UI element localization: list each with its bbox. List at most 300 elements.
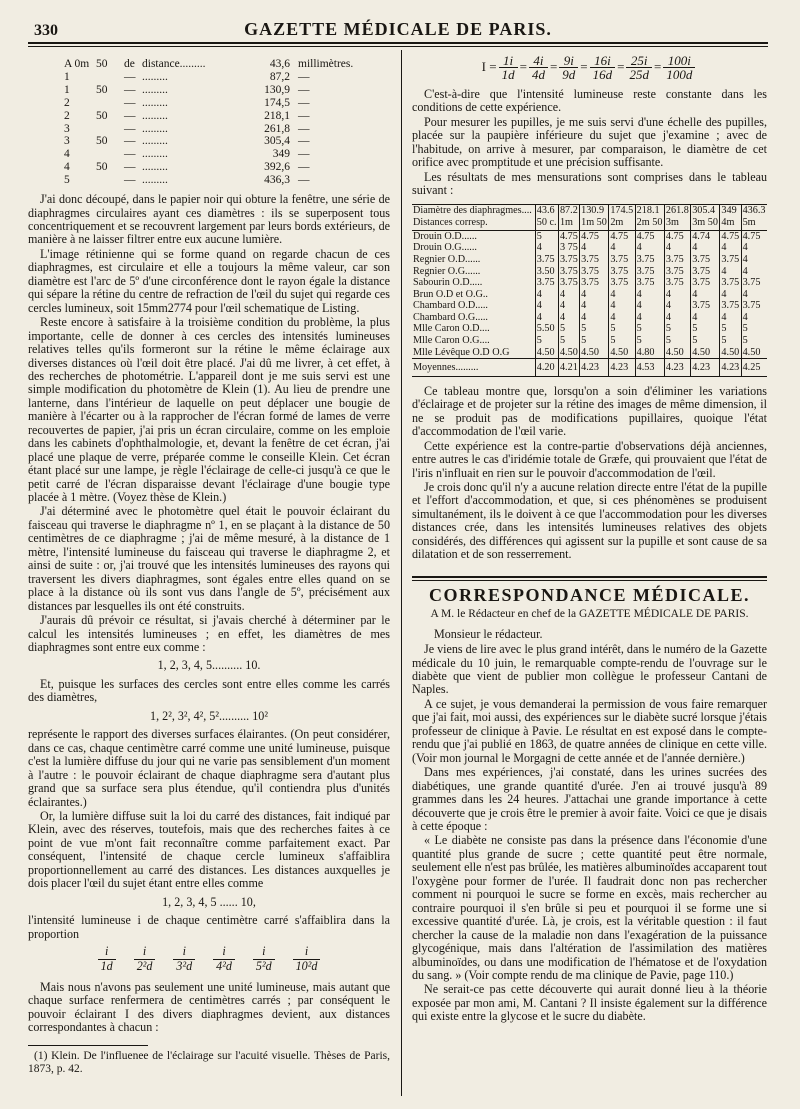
table-cell: 5 [720,335,741,347]
paragraph: Mais nous n'avons pas seulement une unité lumineuse, mais autant que chaque surface renfermera de centimètres carrés ; par conséquent le pouvoir éclairant I des divers diaphragmes devient, aux distances correspondantes à chacun : [28,979,390,1035]
distance-row [64,161,390,174]
table-cell: 3.75 [535,254,558,266]
distance-unit: — [298,109,310,122]
table-cell: 174.5 [610,204,634,216]
table-cell: 2m [609,216,635,230]
table-cell: 4.23 [691,359,720,377]
fraction-denominator: 25d [626,67,652,81]
table-cell: 4.75 [635,230,664,242]
paragraph: C'est-à-dire que l'intensité lumineuse reste constante dans les conditions de cette expérience. [412,86,767,115]
right-column [412,54,767,1025]
paragraph: Et, puisque les surfaces des cercles sont entre elles comme les carrés des diamètres, [28,676,390,705]
table-row [412,312,767,324]
table-cell: 4.75 [741,230,767,242]
table-cell: 4 [635,289,664,301]
table-cell: 4 [720,289,741,301]
table-cell: Diamètre des diaphragmes.... [413,204,532,216]
table-row [412,300,767,312]
table-cell: Chambard O.D..... [413,300,488,312]
table-cell: 3.75 [721,300,740,312]
fraction-denominator: 5²d [253,959,275,973]
footnote: (1) Klein. De l'influenee de l'éclairage sur l'acuité visuelle. Thèses de Paris, 1873, p. 42. [28,1049,390,1076]
table-cell: 4 [720,242,741,254]
table-cell: 3.75 [691,254,720,266]
series-squares: 1, 2², 3², 4², 5².......... 10² [150,708,268,723]
distance-row [64,148,390,161]
distance-mm: 43,6 [269,58,290,70]
table-cell: 1m [558,216,579,230]
series-distances: 1, 2, 3, 4, 5 ...... 10, [162,894,256,909]
distance-dash: — [124,109,136,122]
distance-mm: 349 [272,148,290,161]
distance-row [64,123,390,136]
series-diameters: 1, 2, 3, 4, 5.......... 10. [157,658,261,673]
left-column [28,54,390,1078]
table-cell: 4.80 [635,347,664,359]
table-cell: Mlle Lévêque O.D O.G [413,346,510,358]
table-cell: 3.75 [559,265,578,277]
fraction-numerator: 1i [503,53,514,68]
table-cell: 4 [664,289,690,301]
table-cell: 4 [535,289,558,301]
distance-mm: 392,6 [264,161,290,174]
paragraph: Pour mesurer les pupilles, je me suis servi d'une échelle des pupilles, placée sur la paupière inférieure du sujet que j'examine ; avec de l'habitude, on arrive à mesurer, par comparaison, le diamètre de cet orifice avec promptitude et une précision suffisante. [412,114,767,170]
distance-dash: — [124,135,136,148]
table-cell: 5 [558,323,579,335]
distance-cm: 50 [96,109,108,122]
equals-sign: = [617,58,625,74]
distance-m: 1 [64,83,70,96]
distance-cm [96,123,124,136]
table-cell: 4 [741,254,767,266]
distance-unit: — [298,135,310,148]
table-cell: 4.21 [558,359,579,377]
distance-label: ......... [142,161,168,174]
table-cell: 4.23 [609,359,635,377]
table-row [412,277,767,289]
table-cell: 3.75 [635,277,664,289]
distance-cm [96,97,124,110]
table-cell: 4 [635,312,664,324]
table-cell: 4 [720,266,741,278]
equals-sign: = [653,58,662,74]
fraction-numerator: 100i [667,53,691,68]
equals-sign: = [549,58,558,74]
table-cell: 5 [535,230,558,242]
section-rule [412,576,767,581]
distance-m: 5 [64,174,70,187]
table-row [412,242,767,254]
table-cell: 4 [558,312,579,324]
table-cell: 5.50 [535,323,558,335]
table-cell: 5 [580,335,609,347]
distance-unit: — [298,161,310,174]
distance-unit: — [298,148,310,161]
table-cell: 4 [635,300,664,312]
table-cell: 3.75 [609,277,635,289]
table-row [412,335,767,347]
distance-mm: 87,2 [269,70,290,83]
table-row [412,266,767,278]
fraction [134,945,156,973]
distance-cm: 50 [96,58,108,70]
table-cell: 3 75 [559,242,578,254]
distance-cm [96,71,124,84]
table-cell: 3.75 [635,254,664,266]
distance-m: A 0m [64,58,90,70]
table-cell: 4 [580,300,609,312]
table-cell: 4 [580,289,609,301]
distance-m: 2 [64,109,70,122]
distance-label: ......... [142,96,168,109]
table-cell: 5 [635,323,664,335]
distance-dash: de [124,58,135,70]
table-cell: 3.75 [580,254,609,266]
fraction [529,54,548,82]
distance-dash: — [124,70,136,83]
table-cell: Regnier O.D...... [413,253,481,265]
paragraph: l'intensité lumineuse i de chaque centimètre carré s'affaiblira dans la proportion [28,913,390,941]
table-row [412,254,767,266]
distance-row [64,174,390,187]
table-cell: Mlle Caron O.D.... [413,323,490,335]
fraction-numerator: i [104,944,109,959]
distance-cm: 50 [96,135,108,148]
table-cell: 3.75 [691,277,720,289]
table-cell: 3.75 [741,277,767,289]
table-cell: 4.50 [559,346,578,358]
table-cell: 3.75 [559,253,578,265]
table-header-distances [412,216,767,230]
table-header-diameters [412,204,767,216]
distance-label: ......... [142,174,168,187]
pupil-measurements-table [412,204,767,377]
fraction-numerator: 16i [594,53,611,68]
fraction-row [28,945,390,973]
table-cell: 3.75 [721,277,740,289]
table-cell: 4 [558,300,579,312]
distance-mm: 218,1 [264,109,290,122]
table-cell: 4 [741,289,767,301]
paragraph: Ce tableau montre que, lorsqu'on a soin d'éliminer les variations d'éclairage et de projeter sur la rétine des images de même dimension, il ne se produit pas de modifications pupillaires, quoique l'état d'accommodation de l'œil varie. [412,383,767,439]
distance-mm: 130,9 [264,83,290,96]
table-cell: 4 [691,242,720,254]
table-cell: 3.75 [664,266,690,278]
table-cell: 4 [635,242,664,254]
table-cell: 43.6 [535,204,558,216]
fraction-denominator: 100d [663,67,695,81]
table-cell: 5 [609,323,635,335]
distance-cm [96,148,124,161]
table-cell: 4.50 [691,347,720,359]
table-row-means [412,359,767,377]
table-cell: 4 [720,312,741,324]
table-cell: 4 [609,312,635,324]
letter-address: A M. le Rédacteur en chef de la GAZETTE MÉDICALE DE PARIS. [430,608,749,621]
distance-mm: 305,4 [264,135,290,148]
page-number: 330 [34,22,58,39]
distance-unit: millimètres. [298,58,354,70]
table-cell: 4m [720,216,741,230]
distance-unit: — [298,96,310,109]
table-cell: 436.3 [742,204,766,216]
table-cell: Sabourin O.D..... [413,277,483,289]
fraction [213,945,235,973]
table-cell: 261.8 [665,204,689,216]
table-cell: 4.20 [535,359,558,377]
distance-mm: 261,8 [264,122,290,135]
table-cell: 4 [741,242,767,254]
table-cell: 5 [580,323,609,335]
table-cell: 3.75 [609,266,635,278]
fraction-denominator: 4d [529,67,548,81]
table-cell: 218.1 [635,204,664,216]
distance-dash: — [124,96,136,109]
fraction-denominator: 10²d [293,959,321,973]
table-cell: 3.75 [535,277,558,289]
table-cell: 3.75 [580,266,609,278]
table-cell: 4 [691,289,720,301]
table-cell: Drouin O.D...... [413,230,477,242]
table-cell: 4 [741,266,767,278]
table-cell: 3.75 [664,277,690,289]
fraction [626,54,652,82]
table-cell: 4.75 [580,230,609,242]
distance-row [64,84,390,97]
intensity-equation [412,54,767,82]
table-cell: 5 [741,323,767,335]
distance-list [64,58,390,187]
table-cell: Regnier O.G...... [413,265,481,277]
fraction-numerator: 4i [533,53,544,68]
distance-m: 1 [64,70,70,83]
fraction [499,54,518,82]
fraction-numerator: 25i [630,53,648,68]
distance-m: 3 [64,135,70,148]
table-cell: Drouin O.G...... [413,242,477,254]
fraction-numerator: i [262,944,266,959]
distance-dash: — [124,83,136,96]
table-cell: 3m [664,216,690,230]
header-rule-thin [28,46,768,47]
fraction-denominator: 2²d [134,959,156,973]
table-cell: 4 [535,312,558,324]
table-cell: 3.75 [635,266,664,278]
fraction [253,945,275,973]
paragraph: Dans mes expériences, j'ai constaté, dans les urines sucrées des diabétiques, une grande quantité d'urée. J'en ai trouvé jusqu'à 89 grammes dans les 24 heures. J'attachai une grande importance à cette découverte que je crois être le premier à avoir faite. Voici ce que je disais à cette époque : [412,765,767,833]
table-cell: 3.75 [580,277,609,289]
table-cell: 5 [664,323,690,335]
table-cell: 4.75 [664,230,690,242]
distance-dash: — [124,148,136,161]
fraction-numerator: i [182,944,186,959]
table-cell: 5 [741,335,767,347]
distance-label: ......... [142,83,168,96]
fraction-denominator: 16d [590,67,616,81]
distance-row [64,135,390,148]
fraction-denominator: 1d [98,959,116,973]
table-cell: 3.75 [691,300,720,312]
fraction-numerator: 9i [563,53,574,68]
table-cell: 4.23 [580,359,609,377]
distance-unit: — [298,122,310,135]
equals-sign: = [580,58,588,74]
table-row [412,289,767,301]
distance-mm: 174,5 [264,96,290,109]
distance-m: 2 [64,96,70,109]
journal-title: GAZETTE MÉDICALE DE PARIS. [244,19,552,39]
table-cell: 4.50 [721,346,740,358]
table-row [412,323,767,335]
fraction-denominator: 4²d [213,959,235,973]
fraction [559,54,578,82]
table-cell: 3.50 [535,266,558,278]
fraction-denominator: 1d [499,67,518,81]
table-cell: 4.75 [721,230,740,242]
table-cell: 3m 50 [691,216,720,230]
table-cell: 130.9 [580,204,609,216]
table-cell: 3.75 [691,266,720,278]
table-cell: 4 [741,312,767,324]
table-cell: 3.75 [721,253,740,265]
header-rule [28,42,768,44]
paragraph: J'ai déterminé avec le photomètre quel était le pouvoir éclairant du faisceau qui traverse le diaphragme nº 1, en se plaçant à la distance de 50 centimètres de ce diaphragme ; j'ai de même mesuré, à la distance de 1 mètre, l'intensité lumineuse du faisceau qui traverse le diaphragme 2, et ainsi de suite : or, j'ai trouvé que les intensités lumineuses des rayons qui traversent les divers diaphragmes, sont égales entre elles quand on se place à la distance où ils sont vus dans l'angle de 5º, précisément aux distances par lesquelles ils ont été construits. [28,504,390,613]
fraction-numerator: i [142,944,147,959]
footnote-rule [28,1045,148,1046]
table-cell: 5 [609,335,635,347]
fraction [663,54,695,82]
table-cell: 4 [535,300,558,312]
distance-row [64,71,390,84]
paragraph: Je crois donc qu'il n'y a aucune relation directe entre l'état de la pupille et l'effort d'accommodation, et que, si ces phénomènes se produisent simultanément, ils le doivent à ce que l'accommodation pour les diverses distances crée, dans les intensités lumineuses relatives des objets considérés, des différences qui agissent sur la pupille et sont cause de sa dilatation et de son resserrement. [412,480,767,562]
section-title: CORRESPONDANCE MÉDICALE. [428,584,751,605]
table-cell: 5 [535,335,558,347]
table-cell: 5m [741,216,767,230]
table-cell: 4 [609,300,635,312]
table-cell: 4 [664,242,690,254]
fraction-denominator: 9d [559,67,578,81]
paragraph: Cette expérience est la contre-partie d'observations déjà anciennes, entre autres le cas d'iridémie totale de Græfe, qui prouvaient que l'état de l'iris n'influait en rien sur le pouvoir d'accommodation de l'œil. [412,438,767,480]
fraction-numerator: i [304,944,309,959]
table-cell: 4.50 [609,347,635,359]
distance-unit: — [298,174,310,187]
table-cell: 2m 50 [635,216,664,230]
table-cell: 4 [558,289,579,301]
equals-sign: = [519,58,527,74]
distance-cm [96,174,124,187]
table-cell: 4.50 [741,347,767,359]
distance-label: ......... [142,135,168,148]
table-cell: 3.75 [741,300,767,312]
fraction-denominator: 3²d [173,959,195,973]
fraction [98,945,116,973]
paragraph: Je viens de lire avec le plus grand intérêt, dans le numéro de la Gazette médicale du 10 juin, le remarquable compte-rendu de l'ouvrage sur le diabète que vient de publier mon collègue le professeur Cantani de Naples. [412,642,767,697]
table-cell: 5 [691,323,720,335]
table-cell: 4.23 [664,359,690,377]
distance-m: 4 [64,148,70,161]
table-row [412,230,767,242]
quotation: « Le diabète ne consiste pas dans la présence dans l'économie d'une quantité plus grande de sucre ; cette quantité peut être normale, seulement elle n'est pas brûlée, les matières albuminoïdes accaparent tout l'oxygène pour former de l'urée. Il faudrait donc non pas rechercher comment ni pourquoi le sucre se forme en excès, mais rechercher au contraire pourquoi il s'en brûle si peu et pourquoi il se forme une si excessive quantité d'urée. Là, je crois, est la véritable question : il faut chercher la cause de la maladie non dans l'exagération de la puissance glycogénique, mais dans l'altération de l'assimilation des matières albuminoïdes, ou dans une modification de l'hématose et de l'oxydation du sang. » (Voir compte rendu de ma clinique de Pavie, page 110.) [412,833,767,982]
equation-lhs: I = [481,58,497,74]
table-cell: 305.4 [691,204,720,216]
table-cell: 3.75 [559,277,578,289]
table-cell: Distances corresp. [412,216,535,230]
paragraph: J'aurais dû prévoir ce résultat, si j'avais cherché à déterminer par le calcul les intensités lumineuses ; en effet, les diamètres de mes diaphragmes sont entre eux comme : [28,613,390,655]
distance-row [64,97,390,110]
paragraph: Les résultats de mes mensurations sont comprises dans le tableau suivant : [412,169,767,198]
distance-unit: — [298,70,310,83]
table-cell: 4 [609,242,635,254]
table-cell: 1m 50 [580,216,609,230]
distance-mm: 436,3 [264,174,290,187]
distance-dash: — [124,174,136,187]
table-cell: 4.50 [580,347,609,359]
distance-label: ......... [142,122,168,135]
table-cell: 4.50 [535,347,558,359]
paragraph: Or, la lumière diffuse suit la loi du carré des distances, fait indiqué par Klein, avec des réserves, toutefois, mais que des recherches faites à ce point de vue m'ont fait reconnaître comme parfaitement exact. Par conséquent, l'intensité de chaque cercle lumineux s'affaiblira proportionnellement au carré des distances. Les distances auxquelles je dois placer l'œil du sujet étant entre elles comme [28,809,390,891]
salutation: Monsieur le rédacteur. [434,626,543,641]
table-cell: 4 [580,312,609,324]
distance-dash: — [124,122,136,135]
distance-row [64,110,390,123]
distance-label: ......... [142,109,168,122]
paragraph: J'ai donc découpé, dans le papier noir qui obture la fenêtre, une série de diaphragmes circulaires ayant ces diamètres : ils se superposent tous concentriquement et se recouvrent largement par leurs bords extérieurs, de manière à ne laisser filtrer entre eux aucune lumière. [28,192,390,247]
table-cell: 4.74 [691,230,720,242]
distance-label: ......... [142,70,168,83]
paragraph: Reste encore à satisfaire à la troisième condition du problème, la plus importante, celle de donner à ces cercles des intensités lumineuses relatives telles qu'ils formeront sur la rétine le même éclairage aux diverses distances où l'œil doit être placé. J'ai dû me livrer, à cet effet, à des recherches de photométrie. L'appareil dont je me suis servi est une simple modification du photomètre de Klein (1). Au lieu de prendre une lanterne, dans l'intérieur de laquelle on peut déplacer une bougie de manière à l'écarter ou à la rapprocher de l'écran formé de lames de verre recouvertes de papier, j'ai pris un écran circulaire, comme on les emploie dans les cabinets d'ophthalmologie, et, devant la fenêtre de cet écran, j'ai placé une plaque de verre, préparée comme le conseille Klein. Cet écran étant placé sur une lampe, je règle l'éclairage de celle-ci jusqu'à ce que le petit carré de l'écran disparaisse devant l'éclairage d'une bougie type placée à 1 mètre. (Voyez thèse de Klein.) [28,315,390,505]
distance-label: ......... [142,148,168,161]
paragraph: Ne serait-ce pas cette découverte qui aurait donné lieu à la théorie exposée par mon ami, M. Cantani ? Il insiste également sur la différence qui existe entre la glycose et le sucre du diabète. [412,982,767,1024]
distance-unit: — [298,83,310,96]
table-cell: 3.75 [609,254,635,266]
distance-row [64,58,390,71]
table-cell: 5 [635,335,664,347]
paragraph: L'image rétinienne qui se forme quand on regarde chacun de ces diaphragmes, est circulaire et elle a toujours la même valeur, car son diamètre est l'arc de 5º d'une circonférence dont le rayon égale la distance qui sépare la rétine du centre de refraction de l'œil du sujet qui regarde ces cercles lumineux, soit 15mm2774 pour l'œil schematique de Listing. [28,246,390,315]
table-row [412,347,767,359]
distance-m: 4 [64,161,70,174]
table-cell: 5 [691,335,720,347]
table-cell: 4 [691,312,720,324]
table-cell: 4.25 [741,359,767,377]
table-cell: 4.50 [664,347,690,359]
fraction [590,54,616,82]
table-cell: 4 [664,300,690,312]
distance-m: 3 [64,122,70,135]
table-cell: Mlle Caron O.G.... [413,335,490,347]
table-cell: 4.75 [559,230,578,242]
table-cell: Brun O.D et O.G.. [413,288,488,300]
table-cell: 5 [720,323,741,335]
table-cell: 4.23 [720,359,741,377]
table-cell: 5 [558,335,579,347]
table-cell: 349 [720,204,741,216]
table-cell: 4 [664,312,690,324]
distance-dash: — [124,161,136,174]
distance-label: distance......... [142,58,206,70]
distance-cm: 50 [96,83,108,96]
fraction [173,945,195,973]
paragraph: A ce sujet, je vous demanderai la permission de vous faire remarquer que j'ai fait, moi aussi, des expériences sur le diabète sucré lorsque j'étais professeur de clinique à Pavie. Le résultat en est exposé dans le compte-rendu que j'ai publié en 1863, de quatre années de clinique en cette ville. (Voir mon journal le Morgagni de cette année et de l'année dernière.) [412,696,767,765]
distance-cm: 50 [96,161,108,174]
fraction-numerator: i [222,944,226,959]
page-header [28,18,768,40]
table-cell: 87.2 [559,204,578,216]
column-divider [401,50,402,1096]
table-cell: 50 c. [535,216,558,230]
table-cell: 4 [580,242,609,254]
paragraph: représente le rapport des diverses surfaces élairantes. (On peut considérer, dans ce cas, chaque centimètre carré comme une unité lumineuse, puisque c'est la lumière diffuse du jour qui ne varie pas sensiblement d'un moment à l'autre : le pouvoir éclairant de chaque diaphragme sera d'autant plus grand que sa surface sera plus étendue, qu'il contiendra plus d'unités éclairantes.) [28,727,390,809]
table-cell: Chambard O.G..... [413,311,488,323]
